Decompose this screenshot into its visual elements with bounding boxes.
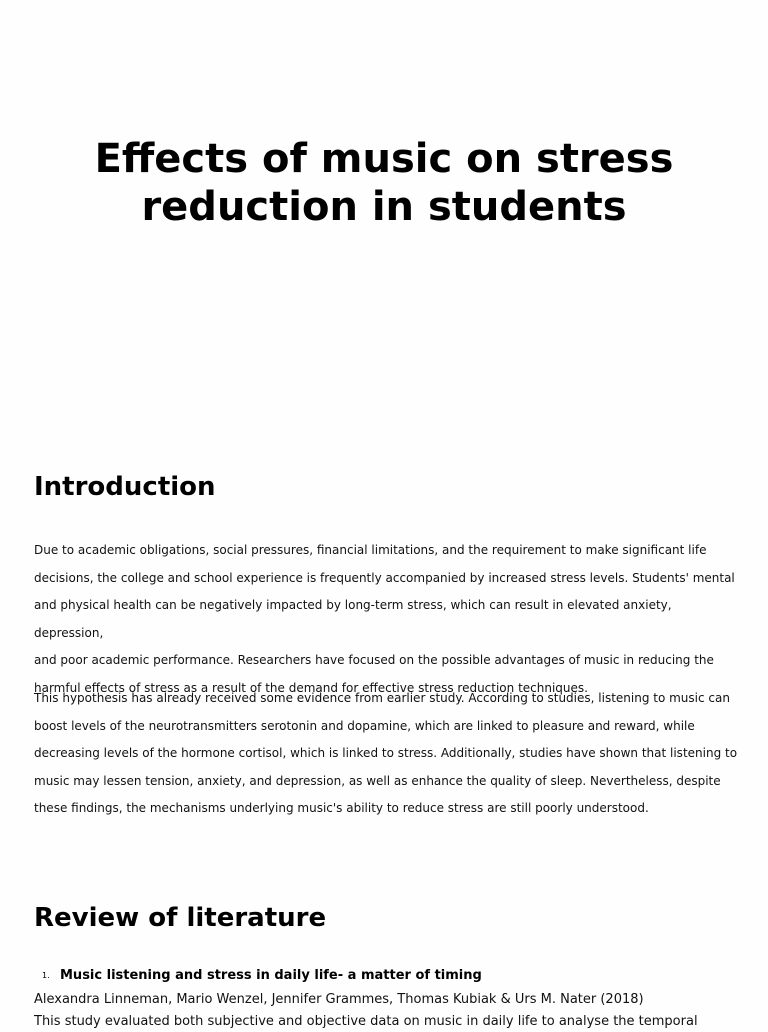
text-line: and physical health can be negatively impacted by long-term stress, which can result in elevated anxiety, depression,: [34, 598, 672, 640]
review-item-title-text: Music listening and stress in daily life- a matter of timing: [60, 968, 482, 983]
review-item-authors: Alexandra Linneman, Mario Wenzel, Jennifer Grammes, Thomas Kubiak & Urs M. Nater (2018): [34, 992, 644, 1007]
text-line: Due to academic obligations, social pressures, financial limitations, and the requirement to make significant life: [34, 543, 707, 557]
text-line: boost levels of the neurotransmitters serotonin and dopamine, which are linked to pleasure and reward, while: [34, 718, 695, 733]
review-item-title: [42, 966, 482, 986]
text-line: these findings, the mechanisms underlying music's ability to reduce stress are still poorly understood.: [34, 801, 649, 815]
title-line: reduction in students: [141, 184, 627, 230]
text-line: decisions, the college and school experience is frequently accompanied by increased stress levels. Students' mental: [34, 570, 735, 585]
title-line: Effects of music on stress: [94, 136, 674, 182]
review-heading: Review of literature: [34, 903, 327, 933]
text-line: music may lessen tension, anxiety, and depression, as well as enhance the quality of sleep. Nevertheless, despite: [34, 773, 721, 788]
text-line: and poor academic performance. Researchers have focused on the possible advantages of music in reducing the: [34, 653, 714, 667]
document-title: [0, 135, 768, 231]
introduction-paragraph-2: [34, 685, 739, 823]
introduction-paragraph-1: [34, 537, 739, 702]
text-line: harmful effects of stress as a result of the demand for effective stress reduction techniques.: [34, 680, 588, 695]
text-line: This hypothesis has already received some evidence from earlier study. According to studies, listening to music can: [34, 691, 730, 705]
review-item-text: This study evaluated both subjective and objective data on music in daily life to analyse the temporal: [34, 1014, 698, 1029]
introduction-heading: Introduction: [34, 472, 216, 502]
list-number: 1.: [42, 971, 50, 980]
text-line: decreasing levels of the hormone cortisol, which is linked to stress. Additionally, studies have shown that listening to: [34, 746, 738, 760]
